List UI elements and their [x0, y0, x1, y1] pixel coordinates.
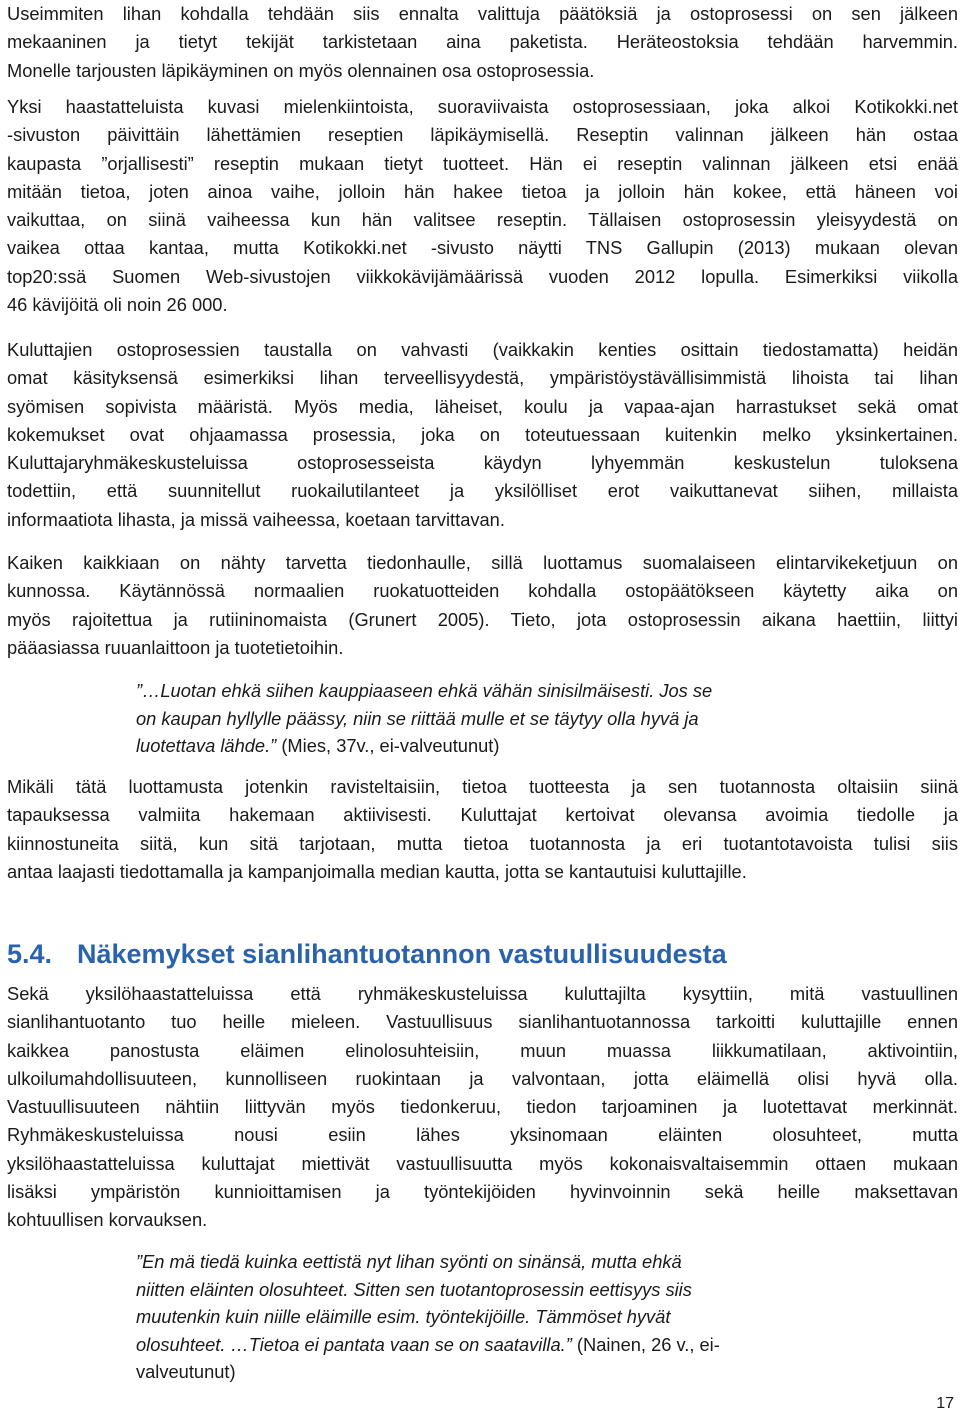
text-line: yksilöhaastatteluissa kuluttajat miettivät vastuullisuutta myös kokonaisvaltaisemmin ottaen mukaan [7, 1152, 958, 1174]
text-line: Useimmiten lihan kohdalla tehdään siis ennalta valittuja päätöksiä ja ostoprosessi on sen jälkeen [7, 3, 958, 24]
text-line: lisäksi ympäristön kunnioittamisen ja työntekijöiden hyvinvoinnin sekä heille maksettavan [7, 1181, 958, 1203]
quote-text: ”…Luotan ehkä siihen kauppiaaseen ehkä vähän sinisilmäisesti. Jos se [136, 680, 713, 701]
text-line: vaikea ottaa kantaa, mutta Kotikokki.net -sivusto näytti TNS Gallupin (2013) mukaan olevan [7, 237, 958, 259]
quote-line [136, 677, 712, 705]
text-line: 46 kävijöitä oli noin 26 000. [7, 294, 228, 316]
quote-line [136, 1303, 720, 1331]
text-line: Kuluttajaryhmäkeskusteluissa ostoprosesseista käydyn lyhyemmän keskustelun tuloksena [7, 452, 958, 474]
text-line: ulkoilumahdollisuuteen, kunnolliseen ruokintaan ja valvontaan, jotta eläimellä olisi hyvä olla. [7, 1067, 958, 1089]
text-line: kiinnostuneita siitä, kun sitä tarjotaan, mutta tietoa tuotannosta ja eri tuotantotavoista tulisi siis [7, 832, 958, 854]
text-line: kokemukset ovat ohjaamassa prosessia, joka on toteutuessaan kuitenkin melko yksinkertainen. [7, 423, 958, 445]
text-line: Kuluttajien ostoprosessien taustalla on vahvasti (vaikkakin kenties osittain tiedostamatta) heidän [7, 339, 958, 360]
quote-line [136, 1248, 720, 1276]
quote-text: luotettava lähde.” [136, 735, 277, 756]
quote-source: (Mies, 37v., ei-valveutunut) [276, 735, 500, 756]
paragraph-1 [7, 0, 958, 85]
quote-line [136, 705, 712, 733]
quote-line [136, 732, 712, 760]
quote-line [136, 1331, 720, 1359]
section-title: Näkemykset sianlihantuotannon vastuullisuudesta [77, 939, 727, 969]
text-line: vaikuttaa, on siinä vaiheessa kun hän valitsee reseptin. Tällaisen ostoprosessin yleisyydestä on [7, 209, 958, 231]
quote-text: muutenkin kuin niille eläimille esim. työntekijöille. Tämmöset hyvät [136, 1306, 671, 1327]
text-line: Yksi haastatteluista kuvasi mielenkiintoista, suoraviivaista ostoprosessiaan, joka alkoi Kotikokki.net [7, 96, 958, 117]
text-line: kaupasta ”orjallisesti” reseptin mukaan tietyt tuotteet. Hän ei reseptin valinnan jälkeen etsi enää [7, 152, 958, 174]
quote-text: niitten eläinten olosuhteet. Sitten sen tuotantoprosessin eettisyys siis [136, 1278, 692, 1300]
paragraph-5 [7, 773, 958, 886]
text-line: Ryhmäkeskusteluissa nousi esiin lähes yksinomaan eläinten olosuhteet, mutta [7, 1124, 958, 1146]
text-line: pääasiassa ruuanlaittoon ja tuotetietoihin. [7, 636, 344, 658]
quote-line [136, 1358, 720, 1386]
text-line: Kaiken kaikkiaan on nähty tarvetta tiedonhaulle, sillä luottamus suomalaiseen elintarvikeketjuun on [7, 552, 958, 573]
paragraph-6 [7, 980, 958, 1235]
paragraph-4 [7, 549, 958, 662]
text-line: -sivuston päivittäin lähettämien reseptien läpikäymisellä. Reseptin valinnan jälkeen hän ostaa [7, 124, 958, 146]
text-line: antaa laajasti tiedottamalla ja kampanjoimalla median kautta, jotta se kantautuisi kuluttajille. [7, 860, 747, 882]
text-line: kaikkea panostusta eläimen elinolosuhteisiin, muun muassa liikkumatilaan, aktivointiin, [7, 1039, 958, 1061]
text-line: kunnossa. Käytännössä normaalien ruokatuotteiden kohdalla ostopäätökseen käytetty aika on [7, 580, 958, 602]
text-line: omat käsityksensä esimerkiksi lihan terveellisyydestä, ympäristöystävällisimmistä lihoista tai lihan [7, 367, 958, 389]
page-number: 17 [936, 1395, 954, 1412]
quote-line [136, 1276, 720, 1304]
text-line: tapauksessa valmiita hakemaan aktiivisesti. Kuluttajat kertoivat olevansa avoimia tiedolle ja [7, 804, 958, 826]
quote-source: (Nainen, 26 v., ei- [571, 1333, 720, 1355]
text-line: Mikäli tätä luottamusta jotenkin ravisteltaisiin, tietoa tuotteesta ja sen tuotannosta oltaisiin siinä [7, 776, 958, 797]
section-heading [7, 939, 727, 970]
interview-quote-1 [136, 677, 712, 760]
text-line: sianlihantuotanto tuo heille mieleen. Vastuullisuus sianlihantuotannossa tarkoitti kuluttajille ennen [7, 1011, 958, 1033]
text-line: kohtuullisen korvauksen. [7, 1209, 208, 1231]
section-number: 5.4. [7, 939, 53, 969]
text-line: Monelle tarjousten läpikäyminen on myös olennainen osa ostoprosessia. [7, 59, 595, 81]
quote-text: on kaupan hyllylle päässy, niin se riittää mulle et se täytyy olla hyvä ja [136, 707, 699, 729]
text-line: top20:ssä Suomen Web-sivustojen viikkokävijämäärissä vuoden 2012 lopulla. Esimerkiksi viikolla [7, 265, 958, 287]
interview-quote-2 [136, 1248, 720, 1386]
text-line: syömisen sopivista määristä. Myös media, läheiset, koulu ja vapaa-ajan harrastukset sekä omat [7, 395, 958, 417]
text-line: mitään tietoa, joten ainoa vaihe, jolloin hän hakee tietoa ja jolloin hän kokee, että häneen voi [7, 180, 958, 202]
text-line: myös rajoitettua ja rutiininomaista (Grunert 2005). Tieto, jota ostoprosessin aikana haettiin, liittyi [7, 608, 958, 630]
text-line: mekaaninen ja tietyt tekijät tarkistetaan aina paketista. Heräteostoksia tehdään harvemmin. [7, 31, 958, 53]
paragraph-2 [7, 93, 958, 319]
text-line: Sekä yksilöhaastatteluissa että ryhmäkeskusteluissa kuluttajilta kysyttiin, mitä vastuullinen [7, 983, 958, 1004]
quote-source: valveutunut) [136, 1361, 236, 1382]
text-line: Vastuullisuuteen nähtiin liittyvän myös tiedonkeruu, tiedon tarjoaminen ja luotettavat merkinnät. [7, 1096, 958, 1118]
text-line: todettiin, että suunnitellut ruokailutilanteet ja yksilölliset erot vaikuttanevat siihen, millaista [7, 480, 958, 502]
text-line: informaatiota lihasta, ja missä vaiheessa, koetaan tarvittavan. [7, 508, 505, 530]
quote-text: ”En mä tiedä kuinka eettistä nyt lihan syönti on sinänsä, mutta ehkä [136, 1251, 682, 1272]
paragraph-3 [7, 336, 958, 534]
quote-text: olosuhteet. …Tietoa ei pantata vaan se on saatavilla.” [136, 1333, 572, 1355]
